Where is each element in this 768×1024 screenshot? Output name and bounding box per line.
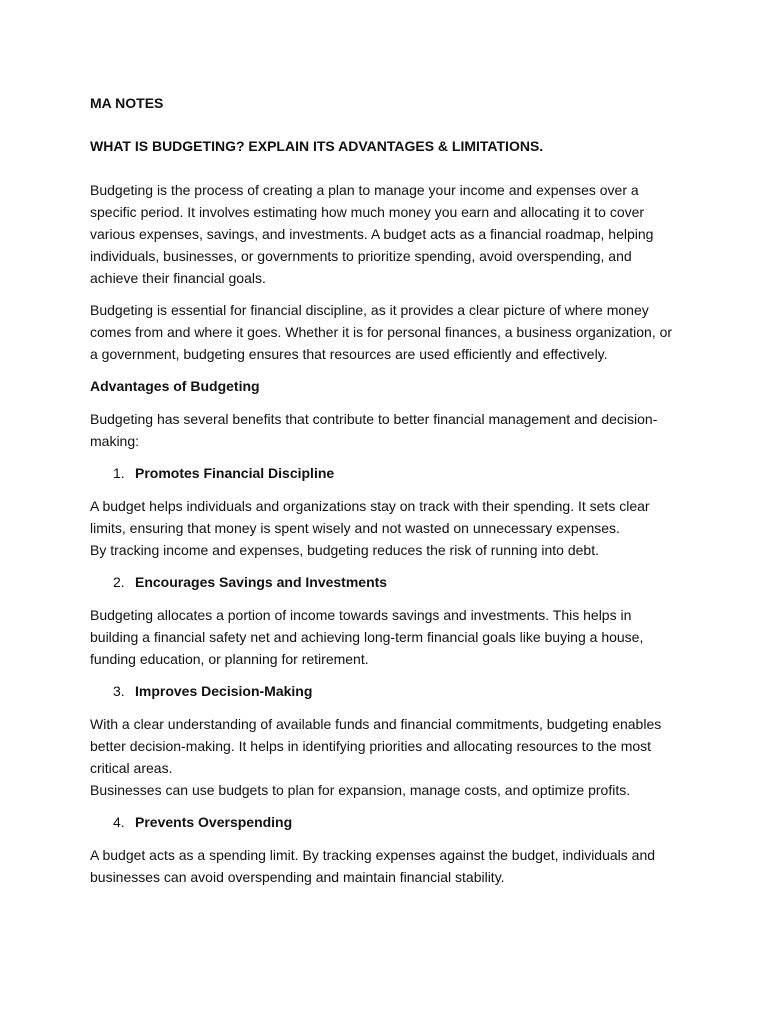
advantage-heading xyxy=(90,462,682,484)
advantage-body-line: A budget acts as a spending limit. By tracking expenses against the budget, individuals and businesses can avoid overspending and maintain financial stability. xyxy=(90,847,656,885)
advantage-body xyxy=(90,495,682,561)
advantage-heading xyxy=(90,811,682,833)
document-title: MA NOTES xyxy=(90,95,164,111)
section-heading-advantages: Advantages of Budgeting xyxy=(90,378,260,394)
advantage-title: Promotes Financial Discipline xyxy=(135,465,335,481)
advantage-body-line: Businesses can use budgets to plan for expansion, manage costs, and optimize profits. xyxy=(90,782,631,798)
advantage-body xyxy=(90,844,682,888)
list-number: 4. xyxy=(113,814,125,830)
advantage-heading xyxy=(90,680,682,702)
list-number: 3. xyxy=(113,683,125,699)
question-title: WHAT IS BUDGETING? EXPLAIN ITS ADVANTAGES & LIMITATIONS. xyxy=(90,138,544,154)
advantage-body-line: By tracking income and expenses, budgeting reduces the risk of running into debt. xyxy=(90,542,599,558)
advantage-title: Encourages Savings and Investments xyxy=(135,574,388,590)
advantage-title: Improves Decision-Making xyxy=(135,683,313,699)
advantage-body xyxy=(90,604,682,670)
list-number: 2. xyxy=(113,574,125,590)
intro-paragraph: Budgeting is the process of creating a plan to manage your income and expenses over a specific period. It involves estimating how much money you earn and allocating it to cover various expenses, savings, and investments. A budget acts as a financial roadmap, helping individuals, businesses, or governments to prioritize spending, avoid overspending, and achieve their financial goals. xyxy=(90,182,654,286)
intro-paragraph: Budgeting is essential for financial discipline, as it provides a clear picture of where money comes from and where it goes. Whether it is for personal finances, a business organization, or a government, budgeting ensures that resources are used efficiently and effectively. xyxy=(90,302,673,362)
document-page xyxy=(90,92,682,898)
advantage-body-line: With a clear understanding of available funds and financial commitments, budgeting enables better decision-making. It helps in identifying priorities and allocating resources to the most critical areas. xyxy=(90,716,662,776)
advantage-body-line: A budget helps individuals and organizations stay on track with their spending. It sets clear limits, ensuring that money is spent wisely and not wasted on unnecessary expenses. xyxy=(90,498,650,536)
list-number: 1. xyxy=(113,465,125,481)
advantage-title: Prevents Overspending xyxy=(135,814,293,830)
advantage-heading xyxy=(90,571,682,593)
advantage-body-line: Budgeting allocates a portion of income towards savings and investments. This helps in building a financial safety net and achieving long-term financial goals like buying a house, funding education, or planning for retirement. xyxy=(90,607,644,667)
advantage-body xyxy=(90,713,682,801)
advantages-intro: Budgeting has several benefits that contribute to better financial management and decision-making: xyxy=(90,411,658,449)
